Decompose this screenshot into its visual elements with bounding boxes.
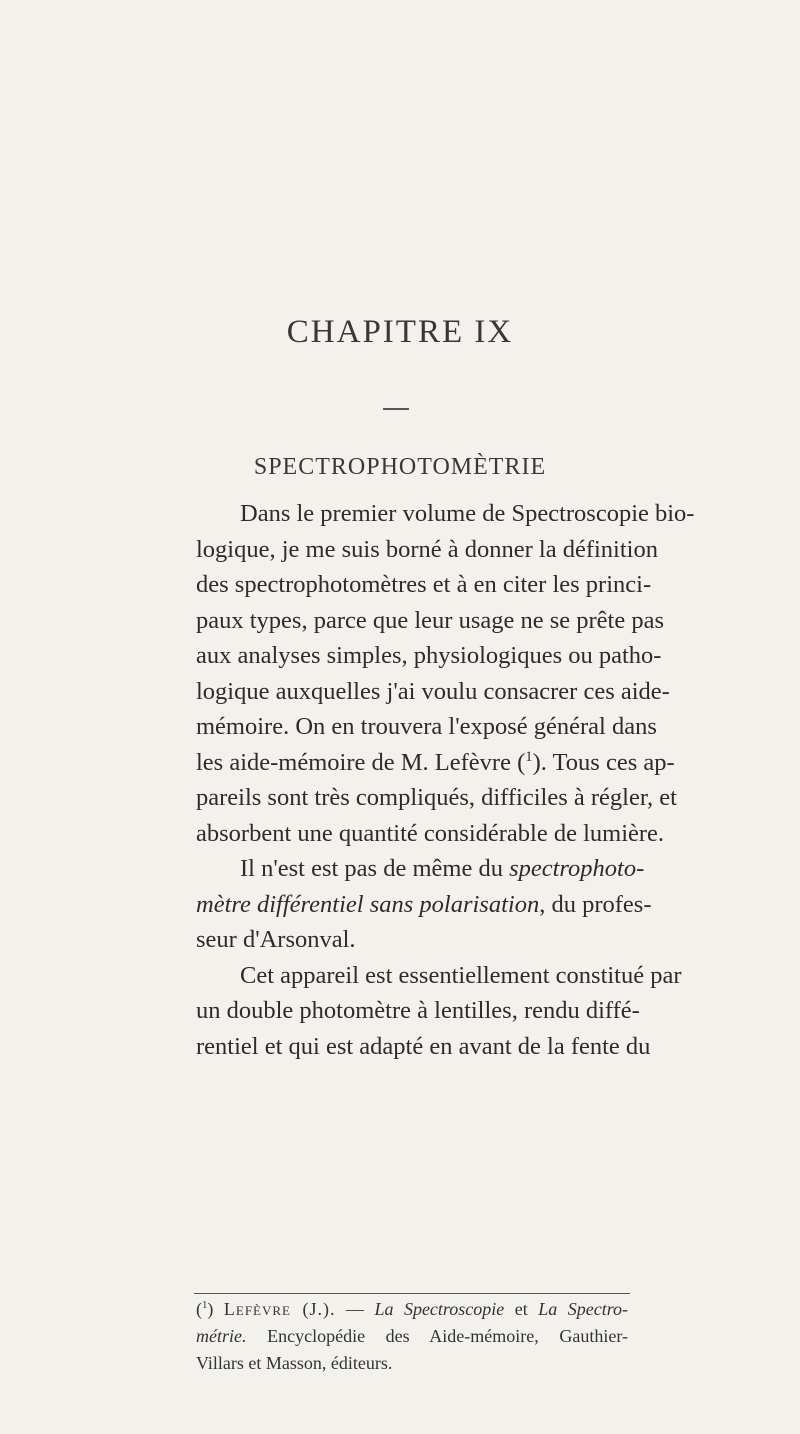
text-line: pareils sont très compliqués, difficiles à régler, et <box>196 784 677 811</box>
text-line: logique, je me suis borné à donner la définition <box>196 535 658 563</box>
paragraph-1 <box>196 496 695 958</box>
text-line: seur d'Arsonval. <box>196 926 356 953</box>
text-line: paux types, parce que leur usage ne se prête pas <box>196 606 665 634</box>
body-text <box>196 496 695 1064</box>
text-line: des spectrophotomètres et à en citer les princi- <box>196 571 652 598</box>
footnote-title-c: métrie. <box>196 1326 247 1346</box>
chapter-heading: CHAPITRE IX <box>286 314 514 350</box>
text-line: Il n'est est pas de même du spectrophoto- <box>240 855 645 882</box>
footnote-line <box>196 1323 628 1350</box>
footnote-title-b: La Spectro- <box>538 1299 629 1319</box>
text-line: absorbent une quantité considérable de lumière. <box>196 819 665 847</box>
text-line: logique auxquelles j'ai voulu consacrer ces aide- <box>196 677 670 705</box>
footnote-rule <box>194 1293 630 1294</box>
footnote-line: Villars et Masson, éditeurs. <box>196 1353 393 1373</box>
text-line: un double photomètre à lentilles, rendu diffé- <box>196 997 640 1024</box>
text-line: Dans le premier volume de Spectroscopie bio- <box>240 500 695 527</box>
text-line: aux analyses simples, physiologiques ou patho- <box>196 642 662 669</box>
footnote-author: Lefèvre (J.). <box>223 1299 336 1319</box>
section-title: SPECTROPHOTOMÈTRIE <box>253 454 547 480</box>
footnote-line <box>196 1296 628 1323</box>
footnote <box>196 1296 628 1377</box>
footnote-title-a: La Spectroscopie <box>374 1299 505 1319</box>
footnote-conj: et <box>514 1299 528 1319</box>
text-line: Cet appareil est essentiellement constitué par <box>240 961 682 989</box>
footnote-marker: ($^1$) <box>196 1299 214 1319</box>
chapter-separator <box>383 408 409 410</box>
text-line: mètre différentiel sans polarisation, du profes- <box>196 890 652 918</box>
text-line: rentiel et qui est adapté en avant de la fente du <box>196 1032 651 1060</box>
paragraph-2 <box>196 958 682 1065</box>
footnote-dash: — <box>345 1299 364 1319</box>
footnote-publisher: Encyclopédie des Aide-mémoire, Gauthier- <box>267 1326 628 1346</box>
text-line: les aide-mémoire de M. Lefèvre ($^1$). Tous ces ap- <box>196 748 675 776</box>
text-line: mémoire. On en trouvera l'exposé général dans <box>196 713 657 740</box>
